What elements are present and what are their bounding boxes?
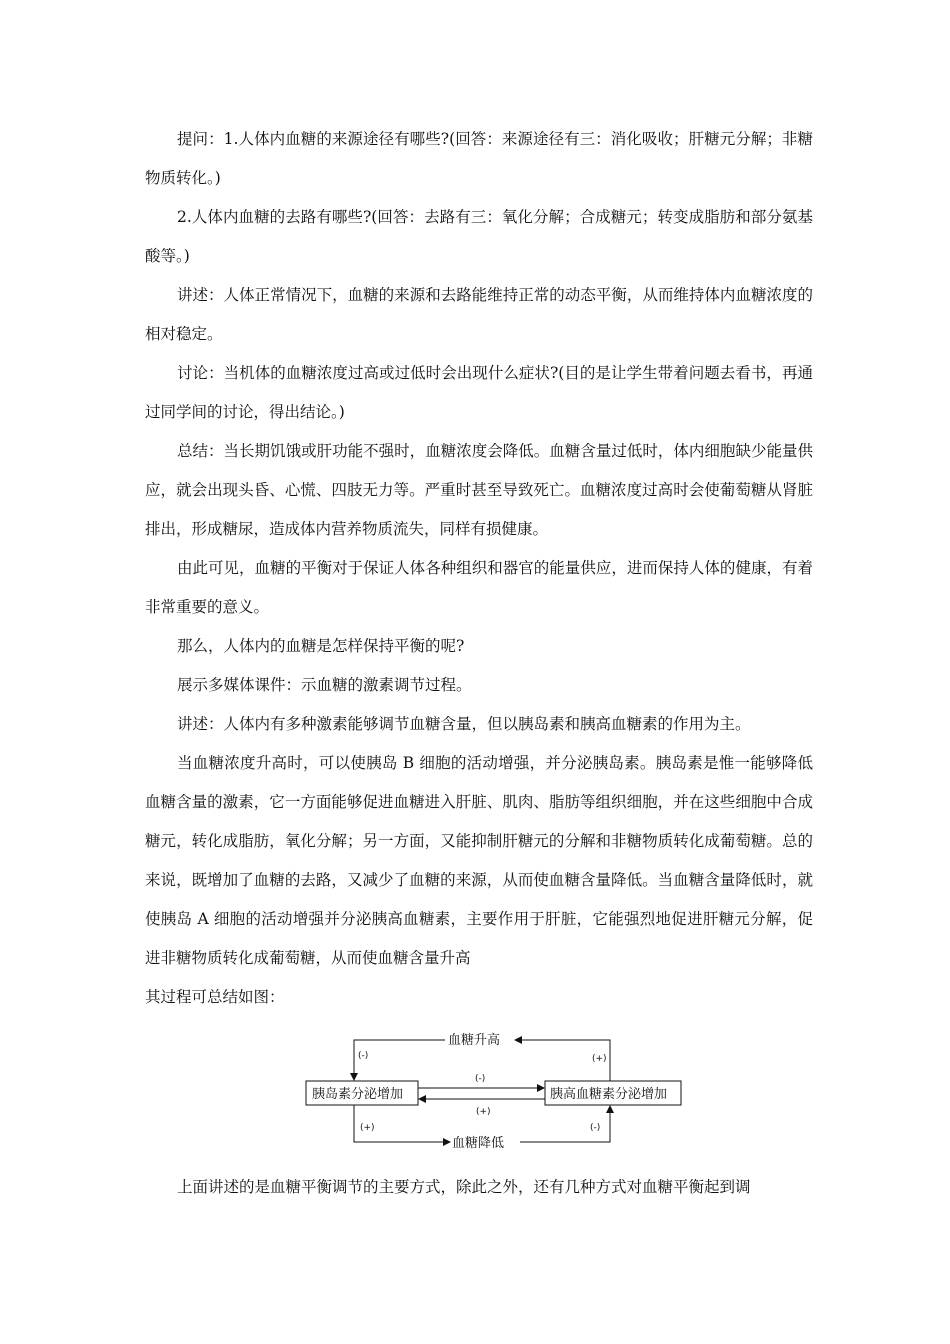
paragraph-diagram-intro: 其过程可总结如图： <box>145 988 285 1006</box>
sign-middle-bottom: (+) <box>476 1107 491 1117</box>
paragraph-mechanism: 当血糖浓度升高时，可以使胰岛 B 细胞的活动增强，并分泌胰岛素。胰岛素是惟一能够降低血糖含量的激素，它一方面能够促进血糖进入肝脏、肌肉、脂肪等组织细胞，并在这些细胞中合成糖元，转化成脂肪，氧化分解；另一方面，又能抑制肝糖元的分解和非糖物质转化成葡萄糖。总的来说，既增加了血糖的去路，又减少了血糖的来源，从而使血糖含量降低。当血糖含量降低时，就使胰岛 A 细胞的活动增强并分泌胰高血糖素，主要作用于肝脏，它能强烈地促进肝糖元分解，促进非糖物质转化成葡萄糖，从而使血糖含量升高 <box>145 754 813 967</box>
glucagon-box-label: 胰高血糖素分泌增加 <box>550 1087 668 1102</box>
paragraph-explain-1: 讲述：人体正常情况下，血糖的来源和去路能维持正常的动态平衡，从而维持体内血糖浓度的相对稳定。 <box>145 286 813 343</box>
sign-middle-top: (-) <box>475 1074 486 1084</box>
paragraph-question-2: 2.人体内血糖的去路有哪些?(回答：去路有三：氧化分解；合成糖元；转变成脂肪和部分氨基酸等。) <box>145 208 813 265</box>
paragraph-question-3: 那么，人体内的血糖是怎样保持平衡的呢? <box>177 637 465 655</box>
sign-top-left: (-) <box>358 1051 369 1061</box>
paragraph-closing: 上面讲述的是血糖平衡调节的主要方式，除此之外，还有几种方式对血糖平衡起到调 <box>177 1178 751 1196</box>
top-label-blood-sugar-rise: 血糖升高 <box>448 1033 501 1048</box>
paragraph-significance: 由此可见，血糖的平衡对于保证人体各种组织和器官的能量供应，进而保持人体的健康，有着非常重要的意义。 <box>145 559 813 616</box>
paragraph-discuss: 讨论：当机体的血糖浓度过高或过低时会出现什么症状?(目的是让学生带着问题去看书，再通过同学间的讨论，得出结论。) <box>145 364 813 421</box>
paragraph-explain-2: 讲述：人体内有多种激素能够调节血糖含量，但以胰岛素和胰高血糖素的作用为主。 <box>177 715 751 733</box>
sign-top-right: (+) <box>592 1054 607 1064</box>
paragraph-multimedia: 展示多媒体课件：示血糖的激素调节过程。 <box>177 676 472 694</box>
paragraph-question-1: 提问：1.人体内血糖的来源途径有哪些?(回答：来源途径有三：消化吸收；肝糖元分解；非糖物质转化。) <box>145 130 813 187</box>
body-text <box>145 120 813 1017</box>
diagram-svg <box>300 1024 690 1154</box>
bottom-label-blood-sugar-fall: 血糖降低 <box>452 1136 505 1151</box>
sign-bottom-left: (+) <box>360 1123 375 1133</box>
blood-sugar-regulation-diagram <box>300 1024 690 1154</box>
sign-bottom-right: (-) <box>590 1123 601 1133</box>
paragraph-summary: 总结：当长期饥饿或肝功能不强时，血糖浓度会降低。血糖含量过低时，体内细胞缺少能量供应，就会出现头昏、心慌、四肢无力等。严重时甚至导致死亡。血糖浓度过高时会使葡萄糖从肾脏排出，形成糖尿，造成体内营养物质流失，同样有损健康。 <box>145 442 813 538</box>
closing-text <box>145 1168 813 1207</box>
insulin-box-label: 胰岛素分泌增加 <box>312 1087 404 1102</box>
